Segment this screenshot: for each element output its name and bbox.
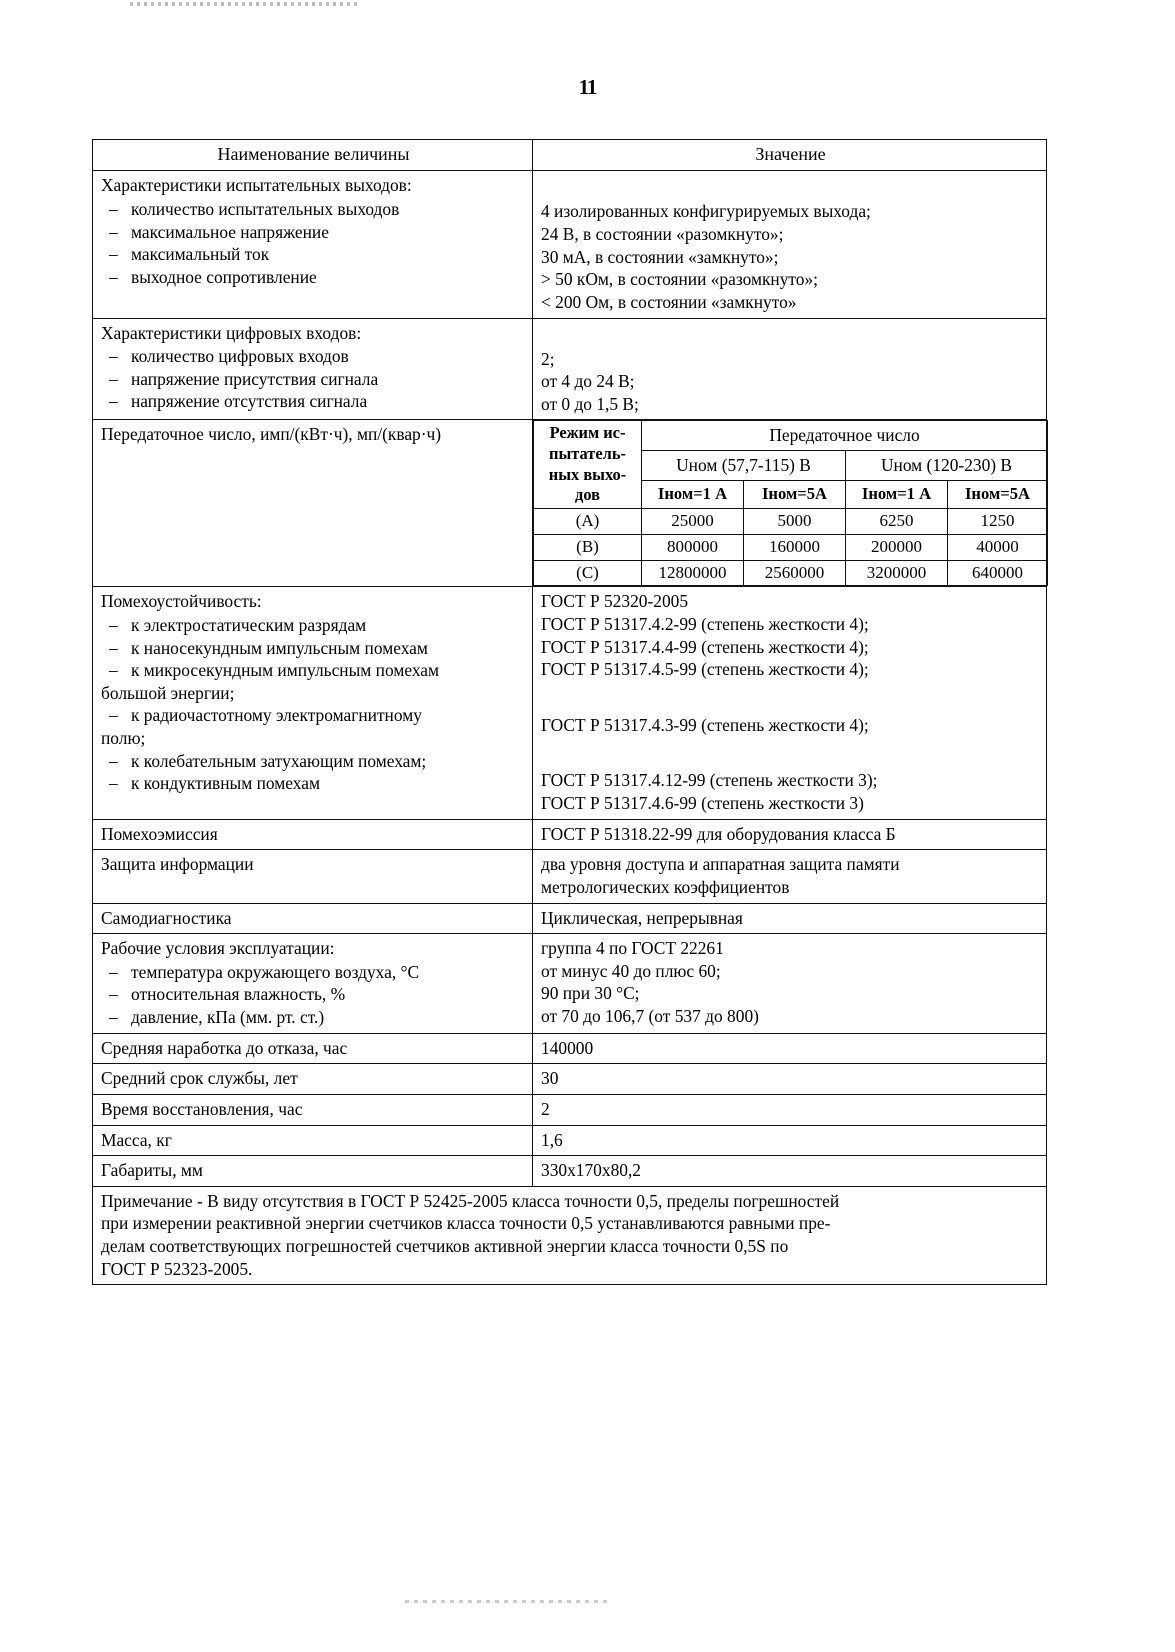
row-name-immunity [93,587,533,819]
value-cell: 2560000 [744,560,846,586]
header-name: Наименование величины [93,140,533,171]
row-value-mass: 1,6 [533,1125,1047,1156]
list-item: – напряжение отсутствия сигнала [101,390,526,413]
row-name-digital-inputs [93,318,533,420]
value-cell: 160000 [744,534,846,560]
value-line: от 70 до 106,7 (от 537 до 800) [541,1006,759,1027]
list-item: – относительная влажность, % [101,983,526,1006]
continuation-line: большой энергии; [101,682,235,703]
note-line: при измерении реактивной энергии счетчиков класса точности 0,5 устанавливаются равными пре- [101,1213,831,1234]
table-row [93,1156,1047,1187]
list-item: – к наносекундным импульсным помехам [101,637,526,660]
table-header-row [93,140,1047,171]
note-line: Примечание - В виду отсутствия в ГОСТ Р 52425-2005 класса точности 0,5, пределы погрешностей [101,1190,840,1211]
list-item: – к электростатическим разрядам [101,614,526,637]
value-line: ГОСТ Р 51317.4.12-99 (степень жесткости 3); [541,770,878,791]
nested-header-row-1 [534,421,1048,451]
value-cell: 5000 [744,509,846,535]
list-item: – к микросекундным импульсным помехам [101,659,526,682]
current-column-1: Iном=1 А [642,480,744,509]
note-line: делам соответствующих погрешностей счетчиков активной энергии класса точности 0,5S по [101,1236,789,1257]
mode-cell: (C) [534,560,642,586]
current-column-2: Iном=5А [744,480,846,509]
voltage-group-2: Uном (120-230) В [846,450,1048,480]
table-row-note [93,1186,1047,1285]
value-line: от минус 40 до плюс 60; [541,960,721,981]
current-column-4: Iном=5А [948,480,1048,509]
table-row [93,318,1047,420]
current-column-3: Iном=1 А [846,480,948,509]
value-line: ГОСТ Р 51318.22-99 для оборудования класса Б [541,823,896,844]
row-value-operating [533,934,1047,1034]
value-line: от 4 до 24 В; [541,371,635,392]
list-item: – к кондуктивным помехам [101,772,526,795]
list-item: – к радиочастотному электромагнитному [101,704,526,727]
dash-list [101,614,526,682]
row-name-self-diagnostics: Самодиагностика [93,903,533,934]
value-cell: 200000 [846,534,948,560]
mode-header-line: пытатель- [549,444,626,464]
list-item: – максимальный ток [101,243,526,266]
nested-data-row [534,560,1048,586]
value-line: ГОСТ Р 51317.4.2-99 (степень жесткости 4); [541,613,869,634]
list-item: – количество испытательных выходов [101,198,526,221]
table-row [93,1094,1047,1125]
list-item: – выходное сопротивление [101,266,526,289]
row-value-dimensions: 330х170х80,2 [533,1156,1047,1187]
row-name-transfer-ratio [93,420,533,587]
dash-list [101,345,526,413]
table-row [93,903,1047,934]
value-line: 30 мА, в состоянии «замкнуто»; [541,246,779,267]
list-item: – максимальное напряжение [101,221,526,244]
scan-artifact-top [130,2,360,6]
row-name-mass: Масса, кг [93,1125,533,1156]
row-value-self-diagnostics [533,903,1047,934]
value-cell: 800000 [642,534,744,560]
value-line: Циклическая, непрерывная [541,907,743,928]
table-row-transfer-ratio [93,420,1047,587]
note-line: ГОСТ Р 52323-2005. [101,1258,253,1279]
row-name-mtbf: Средняя наработка до отказа, час [93,1033,533,1064]
group-title: Характеристики испытательных выходов: [101,175,412,196]
mode-header-line: ных выхо- [548,464,627,484]
row-value-digital-inputs [533,318,1047,420]
value-cell: 640000 [948,560,1048,586]
value-line: > 50 кОм, в состоянии «разомкнуто»; [541,269,819,290]
value-line: 24 В, в состоянии «разомкнуто»; [541,224,784,245]
table-row [93,1064,1047,1095]
value-line: метрологических коэффициентов [541,876,790,897]
value-line: ГОСТ Р 52320-2005 [541,591,689,612]
transfer-ratio-label: Передаточное число, имп/(кВт·ч), мп/(квар·ч) [101,424,442,445]
value-cell: 1250 [948,509,1048,535]
value-line: два уровня доступа и аппаратная защита памяти [541,854,900,875]
page-number: 11 [578,75,597,99]
header-value: Значение [533,140,1047,171]
value-line: ГОСТ Р 51317.4.4-99 (степень жесткости 4); [541,636,869,657]
dash-list [101,750,526,795]
row-value-immunity [533,587,1047,819]
row-name-emission: Помехоэмиссия [93,819,533,850]
row-value-emission [533,819,1047,850]
table-row-immunity [93,587,1047,819]
value-cell: 6250 [846,509,948,535]
mode-header-line: дов [575,485,600,505]
mode-header-line: Режим ис- [549,423,626,443]
list-item: – к колебательным затухающим помехам; [101,750,526,773]
note-cell [93,1186,1047,1285]
row-name-dimensions: Габариты, мм [93,1156,533,1187]
value-line: 90 при 30 °С; [541,983,640,1004]
specification-table-wrapper [92,139,1046,1285]
scan-artifact-bottom [405,1600,610,1603]
value-line: ГОСТ Р 51317.4.3-99 (степень жесткости 4); [541,714,869,735]
specification-table [92,139,1047,1285]
value-line: ГОСТ Р 51317.4.6-99 (степень жесткости 3) [541,793,864,814]
transfer-ratio-table [533,420,1048,586]
continuation-line: полю; [101,728,146,749]
mode-header-cell [534,421,642,509]
value-line: ГОСТ Р 51317.4.5-99 (степень жесткости 4); [541,659,869,680]
value-cell: 25000 [642,509,744,535]
row-name-operating [93,934,533,1034]
table-row [93,171,1047,318]
list-item: – количество цифровых входов [101,345,526,368]
list-item: – температура окружающего воздуха, °С [101,961,526,984]
row-value-service-life: 30 [533,1064,1047,1095]
table-row [93,850,1047,903]
table-row [93,1125,1047,1156]
row-name-info-protection: Защита информации [93,850,533,903]
nested-data-row [534,509,1048,535]
dash-list [101,198,526,289]
row-value-recovery-time: 2 [533,1094,1047,1125]
group-title: Характеристики цифровых входов: [101,322,362,343]
value-line: 2; [541,348,555,369]
row-name-recovery-time: Время восстановления, час [93,1094,533,1125]
transfer-ratio-title: Передаточное число [642,421,1048,451]
dash-list [101,961,526,1029]
value-line: 4 изолированных конфигурируемых выхода; [541,201,871,222]
group-title: Рабочие условия эксплуатации: [101,938,335,959]
voltage-group-1: Uном (57,7-115) В [642,450,846,480]
transfer-ratio-subtable-host [533,420,1047,587]
dash-list [101,704,526,727]
value-cell: 3200000 [846,560,948,586]
row-value-test-outputs [533,171,1047,318]
list-item: – напряжение присутствия сигнала [101,368,526,391]
row-name-test-outputs [93,171,533,318]
value-line: группа 4 по ГОСТ 22261 [541,938,724,959]
row-value-info-protection [533,850,1047,903]
table-row-operating [93,934,1047,1034]
mode-cell: (B) [534,534,642,560]
value-line: < 200 Ом, в состоянии «замкнуто» [541,291,797,312]
table-row [93,819,1047,850]
table-row [93,1033,1047,1064]
value-cell: 40000 [948,534,1048,560]
value-line: от 0 до 1,5 В; [541,393,639,414]
mode-cell: (A) [534,509,642,535]
nested-data-row [534,534,1048,560]
value-cell: 12800000 [642,560,744,586]
row-value-mtbf: 140000 [533,1033,1047,1064]
row-name-service-life: Средний срок службы, лет [93,1064,533,1095]
list-item: – давление, кПа (мм. рт. ст.) [101,1006,526,1029]
group-title: Помехоустойчивость: [101,591,262,612]
